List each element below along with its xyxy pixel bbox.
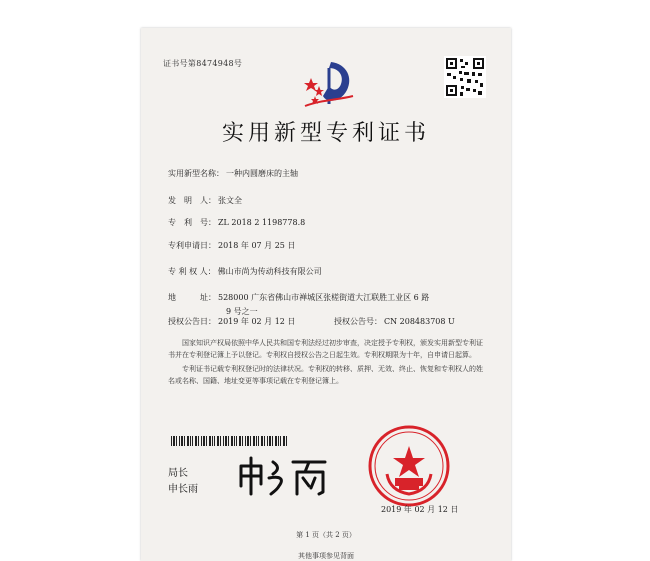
field-grant-number: 授权公告号： CN 208483708 U [334, 317, 455, 326]
field-address: 地 址： 528000 广东省佛山市禅城区张槎街道大江联胜工业区 6 路 9 号之一 [168, 293, 430, 316]
certificate-number: 证书号第8474948号 [163, 59, 243, 68]
field-patent-number: 专 利 号： ZL 2018 2 1198778.8 [168, 218, 306, 227]
page-number: 第 1 页（共 2 页） [296, 531, 356, 539]
cnipa-logo-icon [301, 56, 357, 112]
field-utility-model-name: 实用新型名称： 一种内圆磨床的主轴 [168, 169, 298, 178]
director-block [168, 466, 198, 498]
field-inventor: 发 明 人： 张文全 [168, 196, 242, 205]
director-name: 申长雨 [168, 484, 198, 495]
statement-paragraph: 国家知识产权局依照中华人民共和国专利法经过初步审查，决定授予专利权，颁发实用新型专利证书并在专利登记簿上予以登记。专利权自授权公告之日起生效。专利权期限为十年，自申请日起算。 [168, 339, 483, 359]
director-signature-icon [235, 452, 331, 498]
statement-paragraph: 专利证书记载专利权登记时的法律状况。专利权的转移、质押、无效、终止、恢复和专利权人的姓名或名称、国籍、地址变更等事项记载在专利登记簿上。 [168, 365, 483, 385]
barcode-icon [171, 436, 287, 446]
footer-note: 其他事项参见背面 [298, 552, 354, 560]
qr-code-icon [444, 56, 486, 98]
certificate-statement [168, 337, 488, 389]
director-title: 局长 [168, 468, 188, 479]
field-patentee: 专 利 权 人： 佛山市尚为传动科技有限公司 [168, 267, 322, 276]
field-application-date: 专利申请日： 2018 年 07 月 25 日 [168, 241, 296, 250]
field-grant-date: 授权公告日： 2019 年 02 月 12 日 [168, 317, 296, 326]
certificate-title: 实用新型专利证书 [221, 121, 430, 146]
signing-date: 2019 年 02 月 12 日 [381, 505, 459, 514]
certificate-page [141, 28, 511, 561]
official-seal-icon [367, 424, 451, 508]
